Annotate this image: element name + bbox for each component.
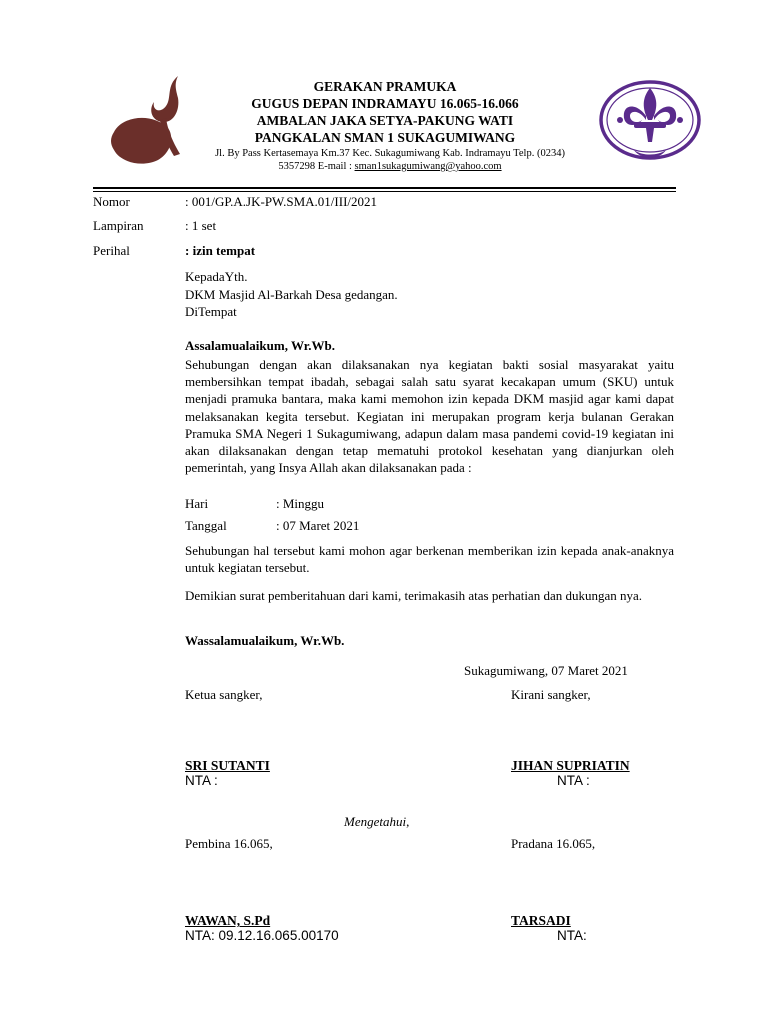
nomor-value: : 001/GP.A.JK-PW.SMA.01/III/2021 — [185, 194, 378, 209]
mengetahui-label: Mengetahui, — [344, 814, 410, 829]
left-signer-name: SRI SUTANTI — [185, 758, 270, 773]
email-link[interactable]: sman1sukagumiwang@yahoo.com — [354, 161, 502, 172]
paragraph-main: Sehubungan dengan akan dilaksanakan nya kegiatan bakti sosial masyarakat yaitu membersihkan tempat ibadah, sebagai salah satu syarat kecakapan umum (SKU) untuk menjadi pramuka bantara, maka kami memohon izin kepada DKM masjid agar kami dapat melaksanakan kegita tersebut. Kegiatan ini merupakan program kerja bulanan Gerakan Pramuka SMA Negeri 1 Sukagumiwang, adapun dalam masa pandemi covid-19 kegiatan ini akan dilaksanakan dengan tetap mematuhi protokol kesehatan yang dianjurkan oleh pemerintah, yang Insya Allah akan dilaksanakan pada : — [185, 357, 674, 476]
tunas-kelapa-logo — [108, 72, 192, 172]
paragraph-closing: Demikian surat pemberitahuan dari kami, terimakasih atas perhatian dan dukungan nya. — [185, 588, 643, 603]
right-signer-role: Kirani sangker, — [511, 687, 591, 702]
greeting: Assalamualaikum, Wr.Wb. — [185, 338, 336, 353]
org-name-line-3: AMBALAN JAKA SETYA-PAKUNG WATI — [256, 113, 514, 128]
org-name-line-2: GUGUS DEPAN INDRAMAYU 16.065-16.066 — [251, 96, 519, 111]
tanggal-value: : 07 Maret 2021 — [276, 518, 360, 533]
org-name-line-4: PANGKALAN SMAN 1 SUKAGUMIWANG — [254, 130, 516, 145]
org-name-line-1: GERAKAN PRAMUKA — [313, 79, 457, 94]
perihal-label: Perihal — [93, 243, 130, 258]
tanggal-label: Tanggal — [185, 518, 227, 533]
address-line-1: Jl. By Pass Kertasemaya Km.37 Kec. Sukagumiwang Kab. Indramayu Telp. (0234) — [215, 148, 565, 159]
scout-emblem-logo — [598, 80, 702, 166]
recipient-line-1: KepadaYth. — [185, 269, 248, 284]
right-signer-nta: NTA : — [557, 773, 590, 788]
lampiran-value: : 1 set — [185, 218, 217, 233]
pembina-name: WAWAN, S.Pd — [185, 913, 271, 928]
pradana-role: Pradana 16.065, — [511, 836, 596, 851]
pradana-name: TARSADI — [511, 913, 571, 928]
address-line-2: 5357298 E-mail : sman1sukagumiwang@yahoo.com — [278, 161, 502, 172]
left-signer-role: Ketua sangker, — [185, 687, 263, 702]
header-rule-thick — [93, 187, 676, 189]
hari-label: Hari — [185, 496, 209, 511]
pembina-nta: NTA: 09.12.16.065.00170 — [185, 928, 339, 943]
place-date: Sukagumiwang, 07 Maret 2021 — [464, 663, 628, 678]
right-signer-name: JIHAN SUPRIATIN — [511, 758, 630, 773]
perihal-value: : izin tempat — [185, 243, 256, 258]
recipient-line-3: DiTempat — [185, 304, 237, 319]
paragraph-permission: Sehubungan hal tersebut kami mohon agar berkenan memberikan izin kepada anak-anaknya untuk kegiatan tersebut. — [185, 543, 674, 576]
left-signer-nta: NTA : — [185, 773, 218, 788]
hari-value: : Minggu — [276, 496, 325, 511]
pembina-role: Pembina 16.065, — [185, 836, 273, 851]
closing-salutation: Wassalamualaikum, Wr.Wb. — [185, 633, 345, 648]
recipient-line-2: DKM Masjid Al-Barkah Desa gedangan. — [185, 287, 398, 302]
nomor-label: Nomor — [93, 194, 130, 209]
lampiran-label: Lampiran — [93, 218, 144, 233]
pradana-nta: NTA: — [557, 928, 587, 943]
header-rule-thin — [93, 191, 676, 192]
